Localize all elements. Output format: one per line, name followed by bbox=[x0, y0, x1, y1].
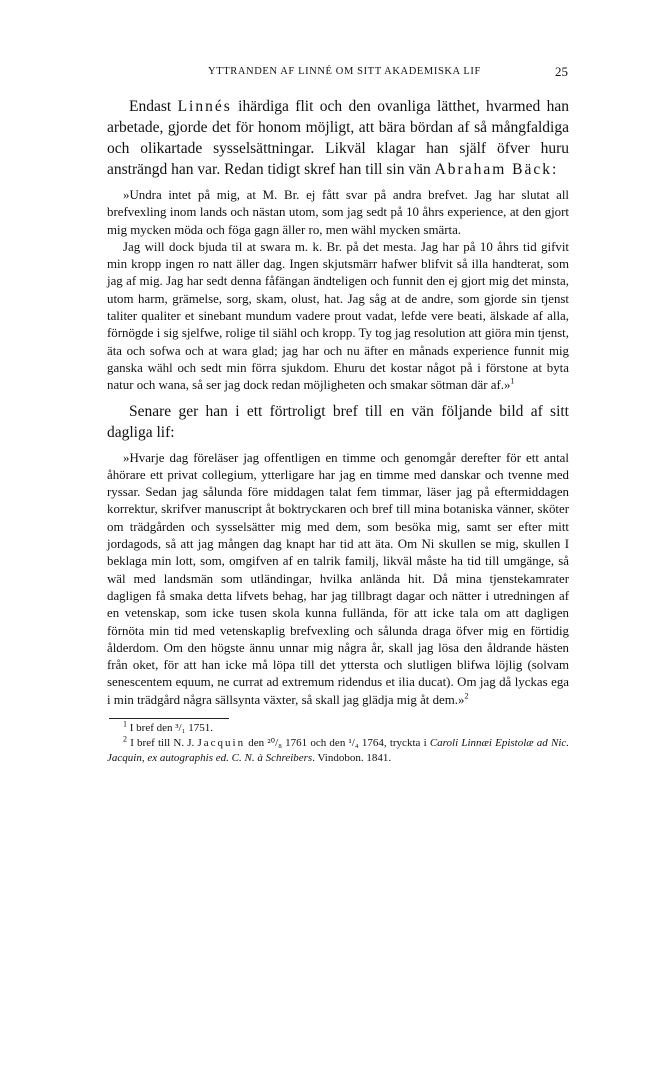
footnote-rule bbox=[109, 718, 229, 719]
quote-1-paragraph-1: »Undra intet på mig, at M. Br. ej fått svar på andra brefvet. Jag har slutat all brefvexling inom lands och nästan utom, som jag sedt på 10 åhrs experience, at den gjort mig mycken möda och föga gagn äller ro, men wähl mycken smärta. bbox=[107, 188, 569, 237]
footnote-2-name: Jacquin bbox=[197, 737, 246, 750]
intro-text-3: : bbox=[552, 161, 557, 178]
intro-text-2: ihärdiga flit och den ovanliga lätthet, hvarmed han arbetade, gjorde det för honom möjligt, att bära bördan af så mångfaldiga och olikartade sysselsättningar. Likväl klagar han själf öfver huru ansträngd han var. Redan tidigt skref han till sin vän bbox=[107, 98, 570, 178]
footnote-2-text-c: . Vindobon. 1841. bbox=[312, 752, 392, 765]
quote-2-paragraph bbox=[107, 450, 569, 709]
footnote-ref-1: 1 bbox=[510, 376, 515, 386]
page-number: 25 bbox=[555, 64, 568, 79]
body-text bbox=[107, 96, 569, 766]
footnote-2 bbox=[107, 736, 569, 766]
footnote-2-title: Caroli Linnæi Epistolæ ad Nic. Jacquin, ex autographis ed. C. N. à Schreibers bbox=[107, 737, 570, 765]
name-linne: Linnés bbox=[177, 98, 232, 115]
middle-paragraph: Senare ger han i ett förtroligt bref till en vän följande bild af sitt dagliga lif: bbox=[107, 402, 569, 441]
footnote-1 bbox=[107, 721, 569, 736]
footnote-2-mark: 2 bbox=[123, 734, 127, 744]
quote-1-text: Jag will dock bjuda til at swara m. k. Br. på det mesta. Jag har på 10 åhrs tid gifvit min kropp ingen ro natt äller dag. Ingen skjutsmärr hafwer blifvit så illa handterat, som jag af mig. Jag har sedt denna fåfängan ändteligen och funnit den ej gjort mig det minsta, utom harm, grämelse, sorg, skam, olust, hat. Jag såg at de andre, som gjorde sin tjenst taliter qualiter et sinebant mundum vadere prout vadat, lefde vere beati, älskade af alla, förnögde i sig sjelfwe, rolige til siähl och kropp. Ty tog jag resolution att giöra min tjenst, äta och sofwa och at wara glad; jag har och nu äfter en månads experience funnit mig ganska wähl och sedt min förra sjukdom. Ehuru det kostar något på i förstone at byta natur och wana, så ser jag dock redan möjligheten och smakar sötman där af.» bbox=[107, 239, 569, 393]
intro-paragraph bbox=[107, 96, 569, 180]
quote-1-paragraph-2 bbox=[107, 239, 569, 395]
intro-text-1: Endast bbox=[129, 98, 178, 115]
footnote-2-text-b: den ²⁰/₈ 1761 och den ¹/₄ 1764, tryckta i bbox=[245, 737, 430, 750]
name-abraham-back: Abraham Bäck bbox=[434, 161, 552, 178]
quote-2-text: »Hvarje dag föreläser jag offentligen en timme och genomgår derefter för ett antal åhörare ett privat collegium, ytterligare har jag en timme med danskar och tvenne med ryssar. Sedan jag sålunda före middagen talat fem timmar, läser jag på eftermiddagen korrektur, skrifver manuscript åt boktryckaren och bref till mina botaniska vänner, sköter om trädgården och sysselsätter mig med dem, som besöka mig, samt ser efter mitt jordagods, så att jag mången dag knapt har tid att äta. Om Ni skullen se mig, skullen I beklaga min lott, som, omgifven af en talrik familj, likväl måste ha tid till umgänge, så wäl med landsmän som utländingar, hvilka anlända hit. Då mina tjenstekamrater dagligen få smaka detta lifvets behag, har jag tillbragt dagar och nätter i utredningen af en vetenskap, som icke tusen skola kunna fulländа, för att icke tala om att dagligen förnöta min tid med vetenskaplig brefvexling och sålunda draga öfver mig en förtidig ålderdom. Om den högste ännu unnar mig några år, skall jag lösa den åldrande hästen från oket, för att han icke må löpa till det yttersta och slutligen blifwa löjlig (solvam senescentem equum, ne currat ad extremum ridendus et ilia ducat). Om jag då lyckas ega i min trädgård några sällsynta växter, så skall jag glädja mig åt dem.» bbox=[107, 450, 569, 707]
running-head: YTTRANDEN AF LINNÉ OM SITT AKADEMISKA LIF bbox=[208, 66, 481, 77]
footnote-1-mark: 1 bbox=[123, 719, 127, 729]
footnote-2-text-a: I bref till N. J. bbox=[130, 737, 198, 750]
footnote-ref-2: 2 bbox=[464, 691, 469, 701]
footnote-1-text: I bref den ³/₁ 1751. bbox=[129, 722, 213, 735]
